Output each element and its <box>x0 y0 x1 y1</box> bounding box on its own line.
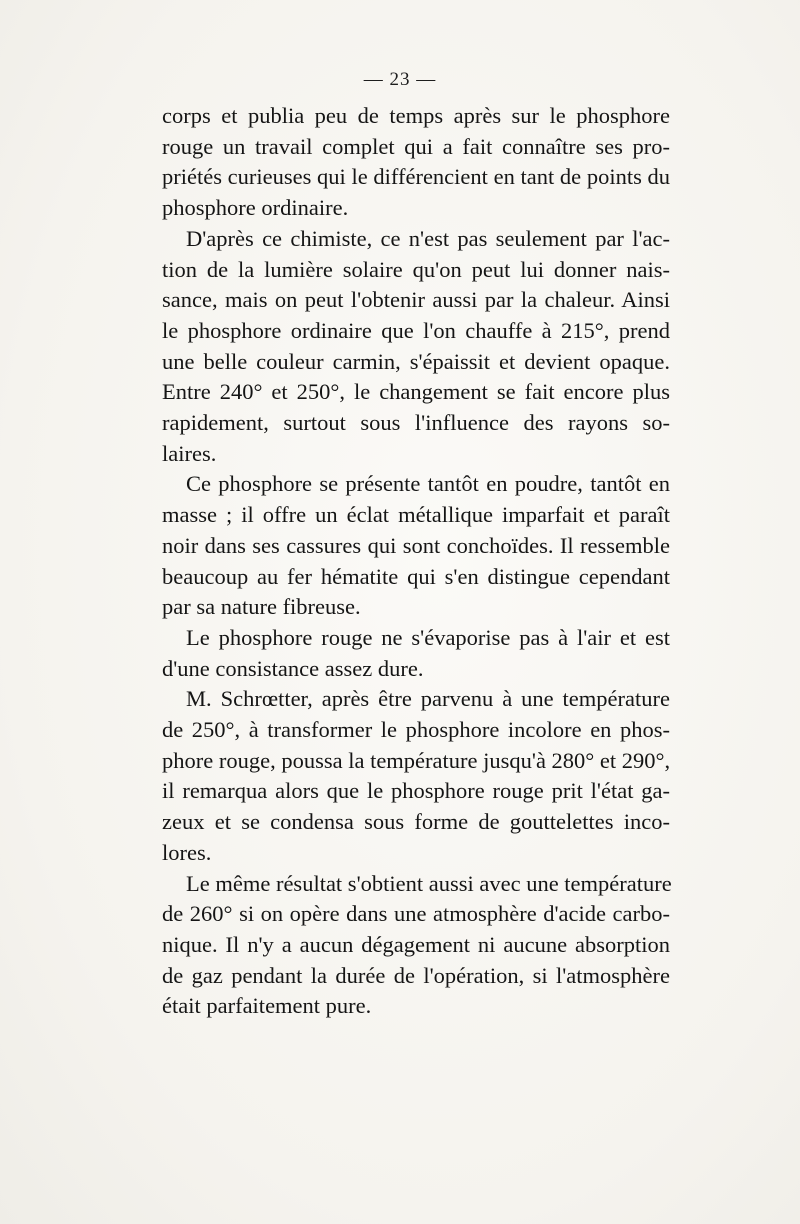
text-line: nique. Il n'y a aucun dégagement ni aucune absorption <box>162 931 670 957</box>
paragraph <box>162 869 670 1023</box>
text-line: priétés curieuses qui le différencient en tant de points du <box>162 164 670 190</box>
text-line: d'une consistance assez dure. <box>162 655 424 681</box>
text-line: phore rouge, poussa la température jusqu'à 280° et 290°, <box>162 747 671 773</box>
text-line: lores. <box>162 839 212 865</box>
paragraph <box>162 623 670 684</box>
text-line: tion de la lumière solaire qu'on peut lui donner nais- <box>162 256 670 282</box>
text-line: était parfaitement pure. <box>162 993 372 1019</box>
text-line: Entre 240° et 250°, le changement se fait encore plus <box>162 379 670 405</box>
text-line: beaucoup au fer hématite qui s'en distingue cependant <box>162 563 670 589</box>
text-line: corps et publia peu de temps après sur le phosphore <box>162 103 670 128</box>
text-line: masse ; il offre un éclat métallique imparfait et paraît <box>162 502 670 528</box>
text-line: zeux et se condensa sous forme de gouttelettes inco- <box>162 809 670 835</box>
text-line: D'après ce chimiste, ce n'est pas seulement par l'ac- <box>186 225 670 251</box>
text-line: par sa nature fibreuse. <box>162 594 361 620</box>
text-line: de gaz pendant la durée de l'opération, si l'atmosphère <box>162 962 670 988</box>
text-line: Le phosphore rouge ne s'évaporise pas à l'air et est <box>186 624 670 650</box>
text-line: sance, mais on peut l'obtenir aussi par la chaleur. Ainsi <box>162 287 670 313</box>
paragraph <box>162 101 670 224</box>
text-line: une belle couleur carmin, s'épaissit et devient opaque. <box>162 348 670 374</box>
page-number: — 23 — <box>363 69 437 90</box>
body-text <box>162 101 670 1022</box>
paragraph <box>162 469 670 623</box>
paragraph <box>162 684 670 868</box>
text-line: il remarqua alors que le phosphore rouge prit l'état ga- <box>162 778 670 804</box>
text-line: rapidement, surtout sous l'influence des rayons so- <box>162 410 670 436</box>
text-line: le phosphore ordinaire que l'on chauffe à 215°, prend <box>162 317 670 343</box>
text-line: laires. <box>162 440 217 466</box>
paragraph <box>162 224 670 470</box>
text-line: phosphore ordinaire. <box>162 195 349 221</box>
text-line: Le même résultat s'obtient aussi avec une température <box>186 870 672 896</box>
text-line: de 260° si on opère dans une atmosphère d'acide carbo- <box>162 901 670 927</box>
text-line: M. Schrœtter, après être parvenu à une température <box>186 686 670 712</box>
text-line: noir dans ses cassures qui sont conchoïdes. Il ressemble <box>162 532 670 558</box>
text-line: de 250°, à transformer le phosphore incolore en phos- <box>162 717 670 743</box>
text-line: Ce phosphore se présente tantôt en poudre, tantôt en <box>186 471 670 497</box>
text-line: rouge un travail complet qui a fait connaître ses pro- <box>162 133 670 159</box>
